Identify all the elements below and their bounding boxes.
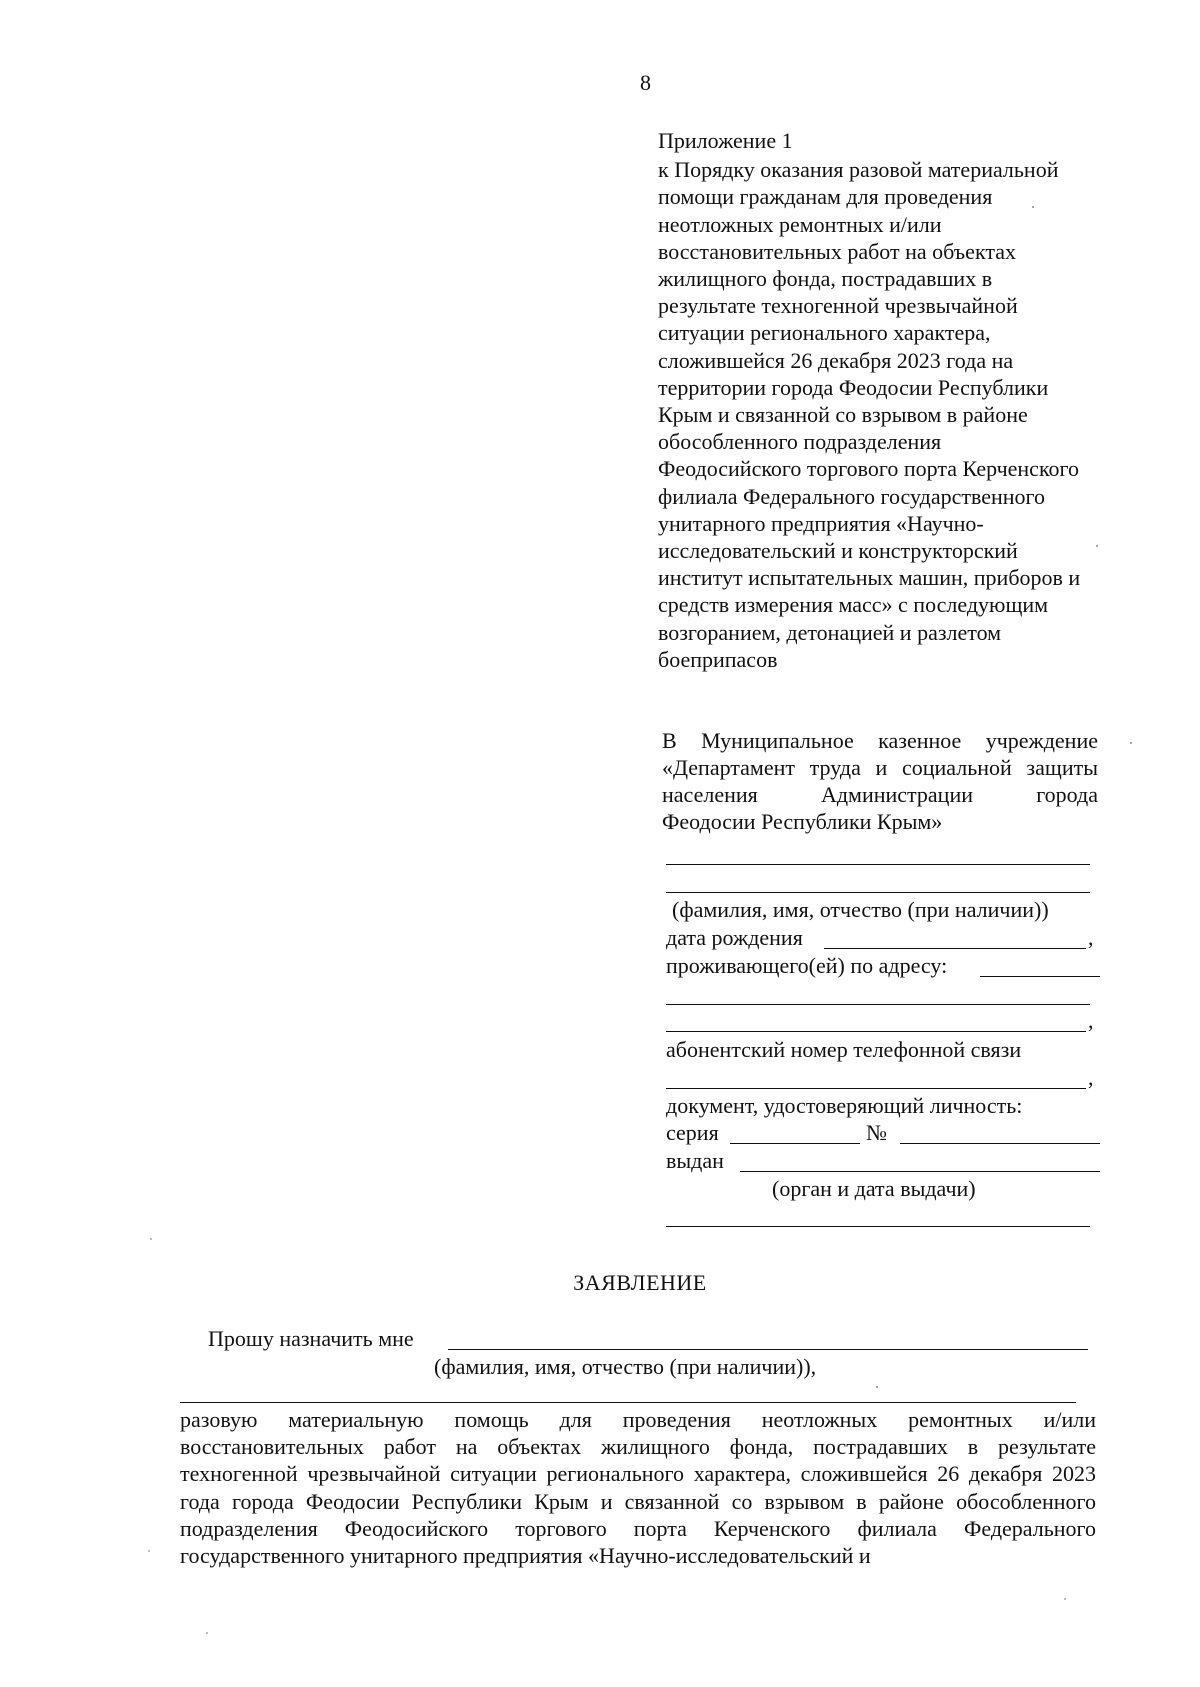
issued-field[interactable] [740,1171,1100,1172]
annex-line: восстановительных работ на объектах [658,238,1016,264]
address-comma: , [1088,1008,1094,1033]
applicant-name-line-2[interactable] [666,892,1090,893]
series-field[interactable] [730,1143,860,1144]
scan-speck [1064,1598,1066,1600]
request-name-field[interactable] [448,1349,1088,1350]
statement-heading: ЗАЯВЛЕНИЕ [573,1270,707,1295]
annex-line: Феодосийского торгового порта Керченского [658,456,1079,482]
annex-line: неотложных ремонтных и/или [658,211,942,237]
annex-line: территории города Феодосии Республики [658,374,1049,400]
id-document-label: документ, удостоверяющий личность: [666,1093,1023,1118]
page-number: 8 [640,70,651,95]
annex-line: сложившейся 26 декабря 2023 года на [658,347,1014,373]
address-field-2[interactable] [666,1004,1090,1005]
scan-speck [150,1238,152,1240]
scan-speck [1096,545,1098,547]
annex-line: результате техногенной чрезвычайной [658,293,1018,319]
annex-line: обособленного подразделения [658,429,942,455]
request-name-field-2[interactable] [180,1402,1076,1403]
series-label: серия [666,1120,719,1145]
annex-line: филиала Федерального государственного [658,483,1046,509]
annex-line: возгоранием, детонацией и разлетом [658,619,1002,645]
annex-line: боеприпасов [658,646,778,672]
annex-line: институт испытательных машин, приборов и [658,565,1081,591]
scan-speck [1032,206,1034,208]
annex-line: к Порядку оказания разовой материальной [658,157,1059,183]
number-field[interactable] [900,1143,1100,1144]
annex-line: Крым и связанной со взрывом в районе [658,402,1028,428]
applicant-fio-caption: (фамилия, имя, отчество (при наличии)) [672,897,1049,922]
birth-date-field[interactable] [824,948,1086,949]
address-field-1[interactable] [980,976,1100,977]
annex-block [658,127,1128,673]
birth-date-comma: , [1088,925,1094,950]
annex-line: ситуации регионального характера, [658,320,991,346]
scan-speck [1130,742,1132,744]
phone-comma: , [1088,1065,1094,1090]
phone-label: абонентский номер телефонной связи [666,1037,1022,1062]
number-label: № [866,1120,887,1145]
issued-label: выдан [666,1148,724,1173]
annex-title: Приложение 1 [658,128,793,153]
addressee-line: Феодосии Республики Крым» [662,809,943,834]
request-label: Прошу назначить мне [208,1326,414,1351]
annex-line: исследовательский и конструкторский [658,538,1018,564]
addressee-line: «Департамент труда и социальной защиты [662,755,1098,780]
issued-field-2[interactable] [666,1226,1090,1227]
statement-body: разовую материальную помощь для проведения неотложных ремонтных и/или восстановительных работ на объектах жилищного фонда, пострадавших в результате техногенной чрезвычайной ситуации регионального характера, сложившейся 26 декабря 2023 года города Феодосии Республики Крым и связанной со взрывом в районе обособленного подразделения Феодосийского торгового порта Керченского филиала Федерального государственного унитарного предприятия «Научно-исследовательский и [180,1407,1096,1569]
scan-speck [206,1632,208,1634]
applicant-name-line-1[interactable] [666,864,1090,865]
addressee-line: В Муниципальное казенное учреждение [662,728,1098,753]
annex-line: унитарного предприятия «Научно- [658,510,984,536]
issued-caption: (орган и дата выдачи) [772,1176,976,1201]
addressee-block [662,727,1098,835]
addressee-line: населения Администрации города [662,782,1098,807]
address-field-3[interactable] [666,1031,1086,1032]
annex-line: средств измерения масс» с последующим [658,592,1049,618]
phone-field[interactable] [666,1088,1086,1089]
birth-date-label: дата рождения [666,925,803,950]
address-label: проживающего(ей) по адресу: [666,953,948,978]
annex-line: помощи гражданам для проведения [658,184,993,210]
annex-line: жилищного фонда, пострадавших в [658,266,993,292]
scan-speck [876,1386,878,1388]
request-fio-caption: (фамилия, имя, отчество (при наличии)), [434,1354,817,1379]
scan-speck [148,1550,150,1552]
